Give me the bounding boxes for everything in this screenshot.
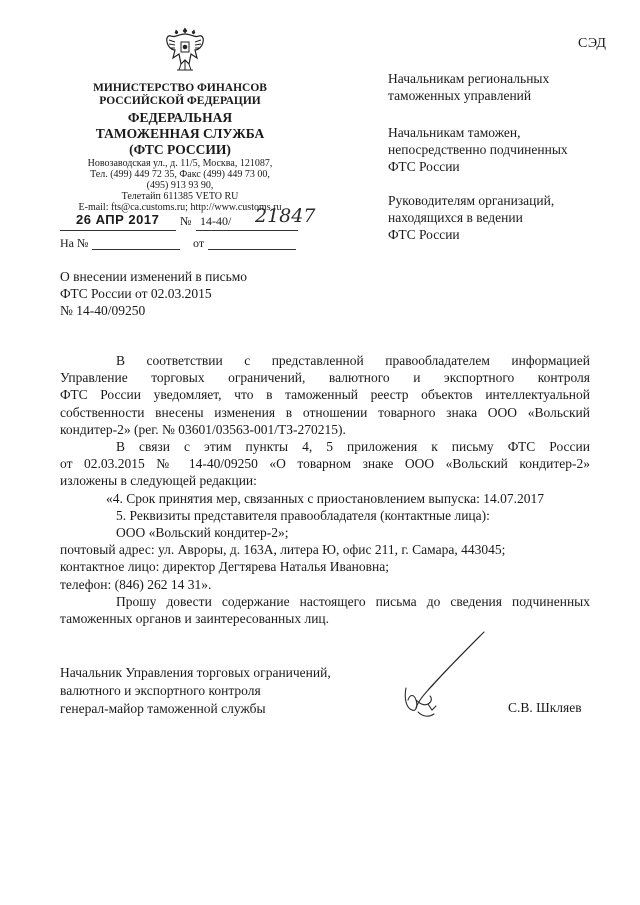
subject-line: ФТС России от 02.03.2015 xyxy=(60,286,212,301)
addressee-line: ФТС России xyxy=(388,159,460,174)
addressee-organizations xyxy=(388,192,628,243)
service-line: ФЕДЕРАЛЬНАЯ xyxy=(127,110,233,125)
body-line: В связи с этим пункты 4, 5 приложения к письму ФТС России xyxy=(116,439,590,455)
subject-line: № 14-40/09250 xyxy=(60,303,146,318)
letter-body xyxy=(60,352,590,627)
quote-line: телефон: (846) 262 14 31». xyxy=(60,576,212,592)
registration-number-label: № xyxy=(180,214,192,228)
registration-date: 26 АПР 2017 xyxy=(76,212,160,227)
body-line: В соответствии с представленной правообладателем информацией xyxy=(116,353,590,368)
position-line: генерал-майор таможенной службы xyxy=(60,701,266,716)
addressee-line: находящихся в ведении xyxy=(388,210,523,225)
ministry-name xyxy=(60,82,300,108)
addressee-line: Начальникам региональных xyxy=(388,71,550,86)
reference-number-line xyxy=(92,249,180,250)
number-underline xyxy=(196,230,298,231)
ministry-line: МИНИСТЕРСТВО ФИНАНСОВ xyxy=(93,82,267,94)
addressee-customs xyxy=(388,124,628,175)
registration-number-prefix: 14-40/ xyxy=(200,214,232,228)
body-line: изложены в следующей редакции: xyxy=(60,473,257,489)
body-line: Управление торговых ограничений, валютного и экспортного контроля xyxy=(60,370,590,386)
addressee-line: таможенных управлений xyxy=(388,88,532,103)
contact-line: Телетайп 611385 VETO RU xyxy=(121,191,239,202)
ministry-line: РОССИЙСКОЙ ФЕДЕРАЦИИ xyxy=(99,95,261,107)
addressee-regional xyxy=(388,70,628,104)
contact-line: Тел. (499) 449 72 35, Факс (499) 449 73 00, xyxy=(90,169,270,180)
reference-number-label: На № xyxy=(60,236,89,250)
body-line: от 02.03.2015 № 14-40/09250 «О товарном знаке ООО «Вольский кондитер-2» xyxy=(60,456,590,472)
double-headed-eagle-emblem-icon xyxy=(163,24,207,76)
service-line: (ФТС РОССИИ) xyxy=(129,142,231,157)
addressee-line: ФТС России xyxy=(388,227,460,242)
quote-line: 5. Реквизиты представителя правообладателя (контактные лица): xyxy=(116,507,490,523)
contact-line: Новозаводская ул., д. 11/5, Москва, 121087, xyxy=(87,158,273,169)
addressee-line: Начальникам таможен, xyxy=(388,125,521,140)
contact-line: (495) 913 93 90, xyxy=(146,180,214,191)
body-line: ФТС России уведомляет, что в таможенный реестр объектов интеллектуальной xyxy=(60,387,590,403)
position-line: валютного и экспортного контроля xyxy=(60,683,261,698)
document-stamp-code: СЭД xyxy=(578,36,607,51)
position-line: Начальник Управления торговых ограничений, xyxy=(60,665,331,680)
quote-line: контактное лицо: директор Дегтярева Наталья Ивановна; xyxy=(60,559,390,575)
quote-line: почтовый адрес: ул. Авроры, д. 163А, литера Ю, офис 211, г. Самара, 443045; xyxy=(60,542,506,558)
addressee-line: Руководителям организаций, xyxy=(388,193,555,208)
body-line: кондитер-2» (рег. № 03601/03563-001/ТЗ-270215). xyxy=(60,421,346,437)
quote-line: «4. Срок принятия мер, связанных с приостановлением выпуска: 14.07.2017 xyxy=(106,490,545,506)
service-line: ТАМОЖЕННАЯ СЛУЖБА xyxy=(95,126,265,141)
subject-line: О внесении изменений в письмо xyxy=(60,269,248,284)
body-line: собственности внесены изменения в отношении товарного знака ООО «Вольский xyxy=(60,404,590,420)
signatory-name: С.В. Шкляев xyxy=(508,700,582,715)
body-line: Прошу довести содержание настоящего письма до сведения подчиненных xyxy=(116,593,590,609)
body-line: таможенных органов и заинтересованных лиц. xyxy=(60,611,330,627)
reference-date-line xyxy=(208,249,296,250)
registration-number-handwritten: 21847 xyxy=(255,205,316,227)
signatory-position xyxy=(60,664,331,718)
date-underline xyxy=(60,230,176,231)
quote-line: ООО «Вольский кондитер-2»; xyxy=(116,525,289,541)
reference-from-label: от xyxy=(193,236,205,250)
contact-line: E-mail: fts@ca.customs.ru; http://www.customs.ru xyxy=(78,202,282,213)
addressee-line: непосредственно подчиненных xyxy=(388,142,568,157)
letter-subject xyxy=(60,268,247,319)
service-name xyxy=(60,110,300,158)
handwritten-signature-icon xyxy=(388,628,488,723)
